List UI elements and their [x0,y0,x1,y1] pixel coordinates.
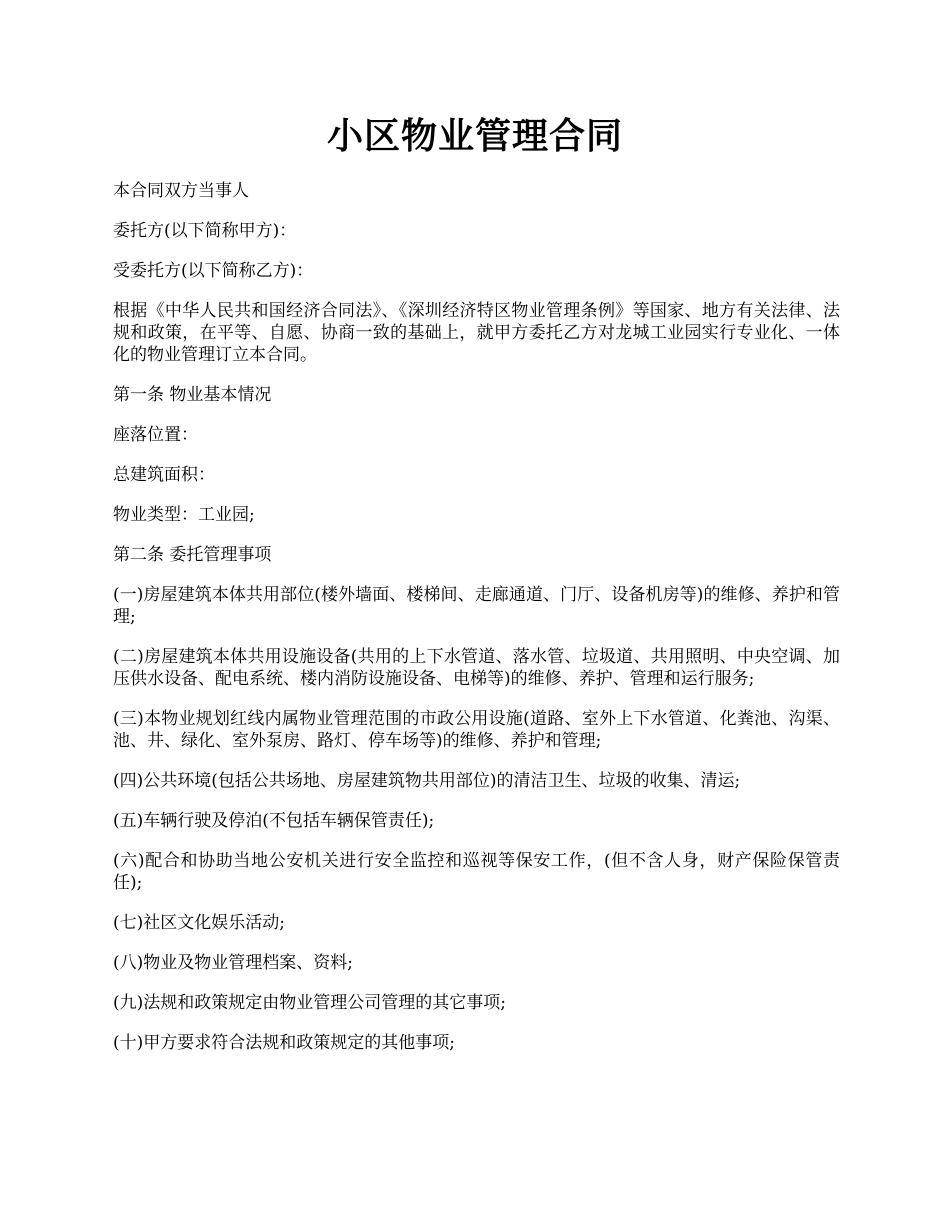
paragraph-parties: 本合同双方当事人 [113,181,249,201]
list-item: (九)法规和政策规定由物业管理公司管理的其它事项; [113,993,506,1013]
paragraph-floor-area: 总建筑面积： [113,465,215,485]
paragraph-property-type: 物业类型：工业园; [113,505,255,525]
list-item: (三)本物业规划红线内属物业管理范围的市政公用设施(道路、室外上下水管道、化粪池、沟渠、池、井、绿化、室外泵房、路灯、停车场等)的维修、养护和管理; [113,709,840,751]
article-2-heading: 第二条 委托管理事项 [113,545,272,565]
paragraph-party-b: 受委托方(以下简称乙方)： [113,261,314,281]
list-item: (一)房屋建筑本体共用部位(楼外墙面、楼梯间、走廊通道、门厅、设备机房等)的维修、养护和管理; [113,585,840,627]
list-item: (二)房屋建筑本体共用设施设备(共用的上下水管道、落水管、垃圾道、共用照明、中央空调、加压供水设备、配电系统、楼内消防设施设备、电梯等)的维修、养护、管理和运行服务; [113,647,840,689]
list-item: (八)物业及物业管理档案、资料; [113,953,353,973]
list-item: (四)公共环境(包括公共场地、房屋建筑物共用部位)的清洁卫生、垃圾的收集、清运; [113,771,741,791]
page-title: 小区物业管理合同 [326,115,623,157]
paragraph-preamble: 根据《中华人民共和国经济合同法》、《深圳经济特区物业管理条例》等国家、地方有关法律、法规和政策，在平等、自愿、协商一致的基础上，就甲方委托乙方对龙城工业园实行专业化、一体化的物业管理订立本合同。 [113,301,840,365]
list-item: (十)甲方要求符合法规和政策规定的其他事项; [113,1033,455,1053]
paragraph-location: 座落位置： [113,425,198,445]
list-item: (六)配合和协助当地公安机关进行安全监控和巡视等保安工作，(但不含人身，财产保险保管责任); [113,851,840,893]
list-item: (七)社区文化娱乐活动; [113,913,285,933]
list-item: (五)车辆行驶及停泊(不包括车辆保管责任); [113,811,435,831]
document-body [113,180,840,1072]
article-1-heading: 第一条 物业基本情况 [113,385,272,405]
paragraph-party-a: 委托方(以下简称甲方)： [113,221,297,241]
